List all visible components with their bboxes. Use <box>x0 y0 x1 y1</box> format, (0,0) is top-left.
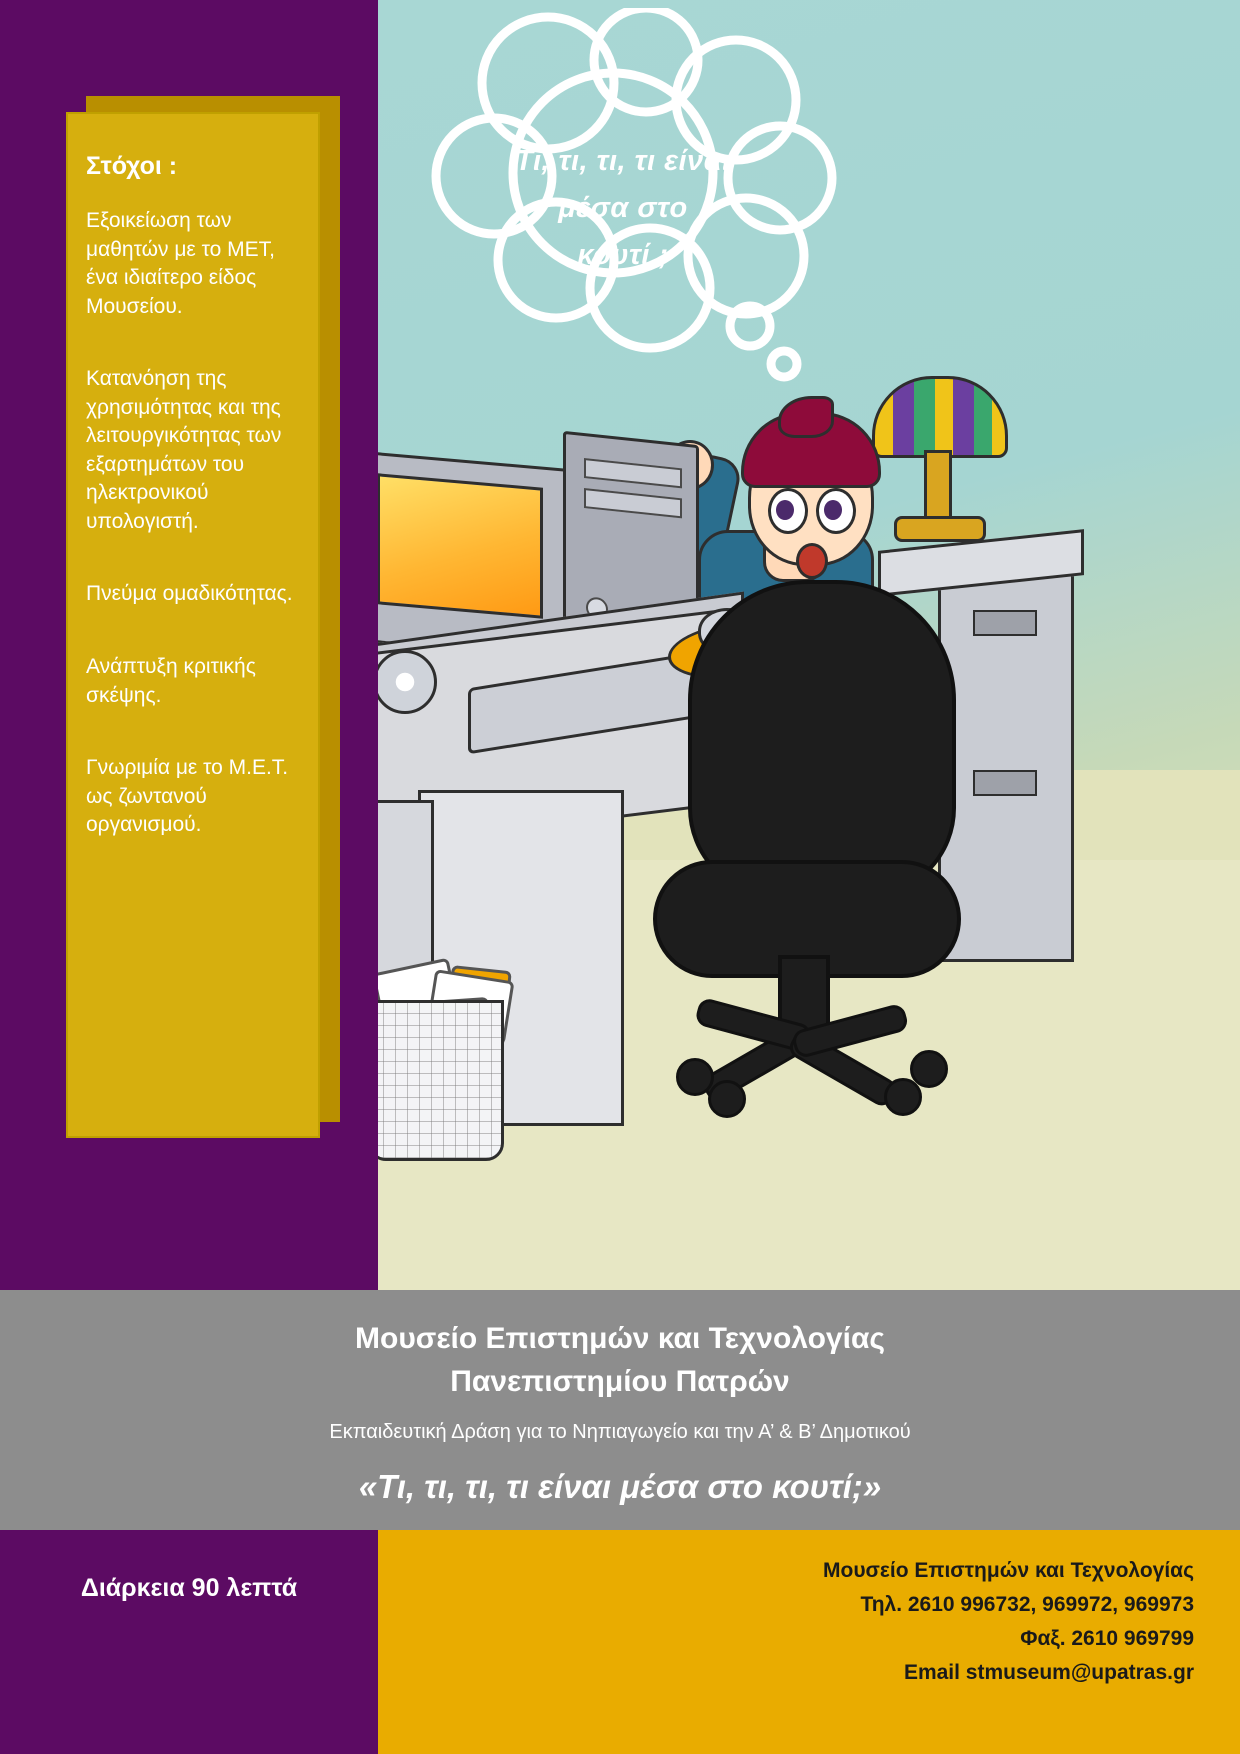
goal-item: Πνεύμα ομαδικότητας. <box>86 582 293 606</box>
boy-mouth <box>796 543 828 579</box>
banner-quote: «Τι, τι, τι, τι είναι μέσα στο κουτί;» <box>358 1468 882 1506</box>
footer-duration-panel <box>0 1530 378 1754</box>
chair-legs <box>698 1020 918 1110</box>
cabinet-handle-upper <box>973 610 1037 636</box>
goal-item: Εξοικείωση των μαθητών με το ΜΕΤ, ένα ιδιαίτερο είδος Μουσείου. <box>86 209 275 318</box>
cabinet-handle-lower <box>973 770 1037 796</box>
monitor-screen <box>378 473 543 619</box>
wastebasket-icon <box>378 1000 504 1161</box>
banner-title-line2: Πανεπιστημίου Πατρών <box>450 1364 790 1398</box>
goal-item: Γνωριμία με το Μ.Ε.Τ. ως ζωντανού οργανισμού. <box>86 756 289 837</box>
tower-drive-slot <box>584 458 682 488</box>
boy-pupil-left <box>776 500 794 520</box>
chair-back <box>688 580 956 898</box>
goals-title: Στόχοι : <box>86 152 178 180</box>
goal-item: Ανάπτυξη κριτικής σκέψης. <box>86 655 256 707</box>
contact-phone: Τηλ. 2610 996732, 969972, 969973 <box>860 1593 1194 1617</box>
bubble-line-1: Τι, τι, τι, τι είναι <box>515 144 731 177</box>
bubble-line-3: κουτί ; <box>577 238 669 271</box>
chair-wheel-2 <box>708 1080 746 1118</box>
tower-drive-slot-2 <box>584 488 682 518</box>
footer <box>0 1530 1240 1754</box>
chair-wheel-4 <box>910 1050 948 1088</box>
thought-bubble-icon <box>398 8 848 388</box>
illustration-scene <box>378 0 1240 1290</box>
lamp-shade-icon <box>872 376 1008 458</box>
chair-wheel-1 <box>676 1058 714 1096</box>
duration-label: Διάρκεια 90 λεπτά <box>80 1574 298 1602</box>
goal-item: Κατανόηση της χρησιμότητας και της λειτουργικότητας των εξαρτημάτων του ηλεκτρονικού υπολογιστή. <box>86 367 282 533</box>
bubble-line-2: μέσα στο <box>558 191 688 224</box>
boy-hair-tuft <box>778 396 834 438</box>
banner <box>0 1290 1240 1530</box>
goals-box <box>66 112 320 1138</box>
banner-subtitle: Εκπαιδευτική Δράση για το Νηπιαγωγείο και την Α’ & Β’ Δημοτικού <box>329 1421 911 1444</box>
banner-title-line1: Μουσείο Επιστημών και Τεχνολογίας <box>355 1321 885 1355</box>
contact-museum-name: Μουσείο Επιστημών και Τεχνολογίας <box>823 1559 1194 1582</box>
footer-contact-panel <box>378 1530 1240 1754</box>
contact-fax: Φαξ. 2610 969799 <box>1020 1627 1194 1651</box>
contact-email[interactable]: Email stmuseum@upatras.gr <box>903 1661 1194 1685</box>
lamp-base <box>894 516 986 542</box>
boy-pupil-right <box>824 500 842 520</box>
